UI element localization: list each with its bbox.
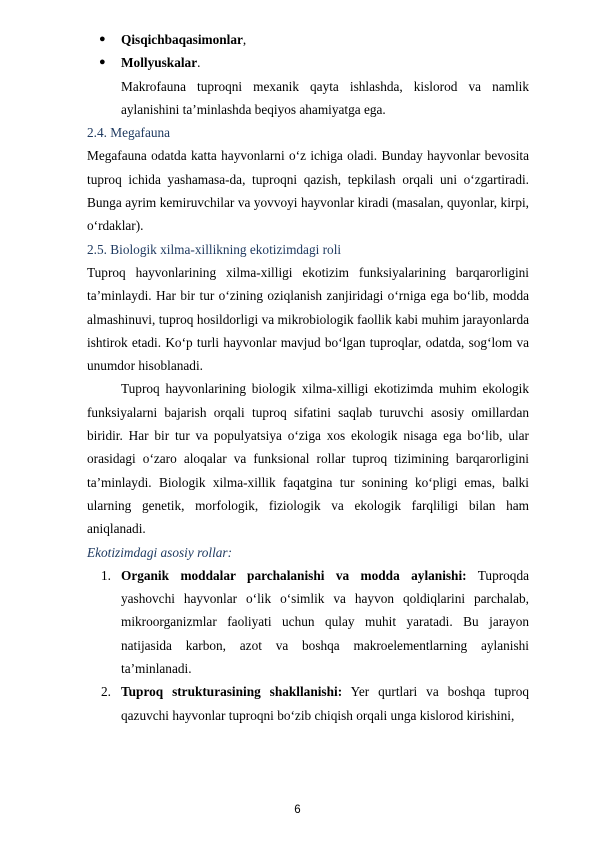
bullet-icon: ● — [99, 33, 106, 45]
numbered-item — [87, 564, 529, 680]
item-term: Tuproq strukturasining shakllanishi: — [121, 684, 343, 700]
paragraph: Megafauna odatda katta hayvonlarni o‘z ichiga oladi. Bunday hayvonlar bevosita tuproq ichida yashamasa-da, tuproqni qazish, tepkilash orqali uni o‘zgartiradi. Bunga ayrim kemiruvchilar va yovvoyi hayvonlar kiradi (masalan, quyonlar, kirpi, o‘rdaklar). — [87, 148, 529, 234]
item-term: Organik moddalar parchalanishi va modda aylanishi: — [121, 567, 467, 583]
bullet-suffix: , — [242, 32, 247, 47]
numbered-item — [87, 680, 529, 727]
page-number: 6 — [294, 804, 301, 816]
paragraph: Tuproq hayvonlarining biologik xilma-xilligi ekotizimda muhim ekologik funksiyalarni bajarish orqali tuproq sifatini saqlab turuvchi asosiy omillardan biridir. Har bir tur va populyatsiya o‘ziga xos ekologik nisaga ega bo‘lib, ular orasidagi o‘zaro aloqalar va funksional rollar tuproq tizimining barqarorligini ta’minlaydi. Biologik xilma-xillik faqatgina tur sonining ko‘pligi emas, balki ularning genetik, morfologik, fiziologik va ekologik farqliligi bilan ham aniqlanadi. — [87, 381, 529, 537]
bullet-icon: ● — [99, 56, 106, 69]
subsection-heading: Ekotizimdagi asosiy rollar: — [87, 544, 233, 560]
mollusk-description: Makrofauna tuproqni mexanik qayta ishlashda, kislorod va namlik aylanishini ta’minlashda beqiyos ahamiyatga ega. — [121, 78, 529, 117]
section-heading: 2.4. Megafauna — [87, 125, 171, 141]
paragraph: Tuproq hayvonlarining xilma-xilligi ekotizim funksiyalarining barqarorligini ta’minlaydi. Har bir tur o‘zining oziqlanish zanjiridagi o‘rniga ega bo‘lib, modda almashinuvi, tuproq hosildorligi va mikrobiologik faollik kabi muhim jarayonlarda ishtirok etadi. Ko‘p turli hayvonlar mavjud bo‘lgan tuproqlar, odatda, sog‘lom va unumdor hisoblanadi. — [87, 264, 529, 374]
document-page — [87, 28, 529, 727]
list-item — [87, 51, 529, 74]
item-text: Yer qurtlari va boshqa tuproq qazuvchi hayvonlar tuproqni bo‘zib chiqish orqali unga kislorod kirishini, — [121, 684, 529, 723]
item-number: 1. — [101, 567, 111, 583]
item-text: Tuproqda yashovchi hayvonlar o‘lik o‘simlik va hayvon qoldiqlarini parchalab, mikroorganizmlar faoliyati uchun qulay muhit yaratadi. Bu jarayon natijasida karbon, azot va boshqa makroelementlarning aylanishi ta’minlanadi. — [121, 567, 529, 677]
list-item — [87, 28, 529, 51]
item-number: 2. — [101, 684, 111, 700]
section-heading: 2.5. Biologik xilma-xillikning ekotizimdagi roli — [87, 241, 342, 257]
bullet-term: Qisqichbaqasimonlar — [121, 32, 243, 47]
bullet-term: Mollyuskalar — [121, 55, 198, 71]
bullet-suffix: . — [197, 55, 201, 71]
